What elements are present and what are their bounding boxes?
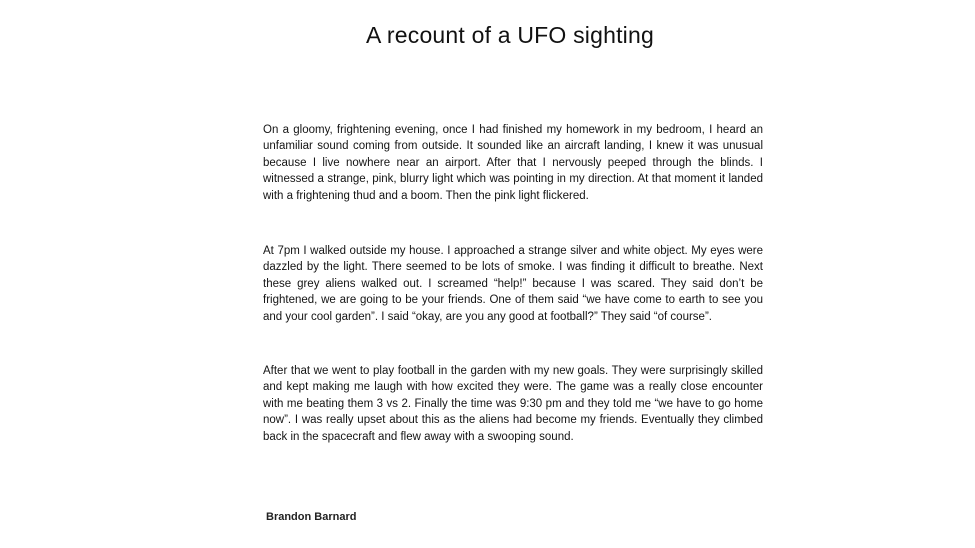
author-signature: Brandon Barnard xyxy=(266,511,357,523)
paragraph-1: On a gloomy, frightening evening, once I had finished my homework in my bedroom, I heard an unfamiliar sound coming from outside. It sounded like an aircraft landing, I knew it was unusual because I live nowhere near an airport. After that I nervously peeped through the blinds. I witnessed a strange, pink, blurry light which was pointing in my direction. At that moment it landed with a frightening thud and a boom. Then the pink light flickered. xyxy=(263,124,763,202)
document-title: A recount of a UFO sighting xyxy=(366,22,654,48)
paragraph-3: After that we went to play football in the garden with my new goals. They were surprisingly skilled and kept making me laugh with how excited they were. The game was a really close encounter with me beating them 3 vs 2. Finally the time was 9:30 pm and they told me “we have to go home now”. I was really upset about this as the aliens had become my friends. Eventually they climbed back in the spacecraft and flew away with a swooping sound. xyxy=(263,365,763,443)
paragraph-2: At 7pm I walked outside my house. I approached a strange silver and white object. My eyes were dazzled by the light. There seemed to be lots of smoke. I was finding it difficult to breathe. Next these grey aliens walked out. I screamed “help!” because I was scared. They said don’t be frightened, we are going to be your friends. One of them said “we have come to earth to see you and your cool garden”. I said “okay, are you any good at football?” They said “of course”. xyxy=(263,245,763,323)
